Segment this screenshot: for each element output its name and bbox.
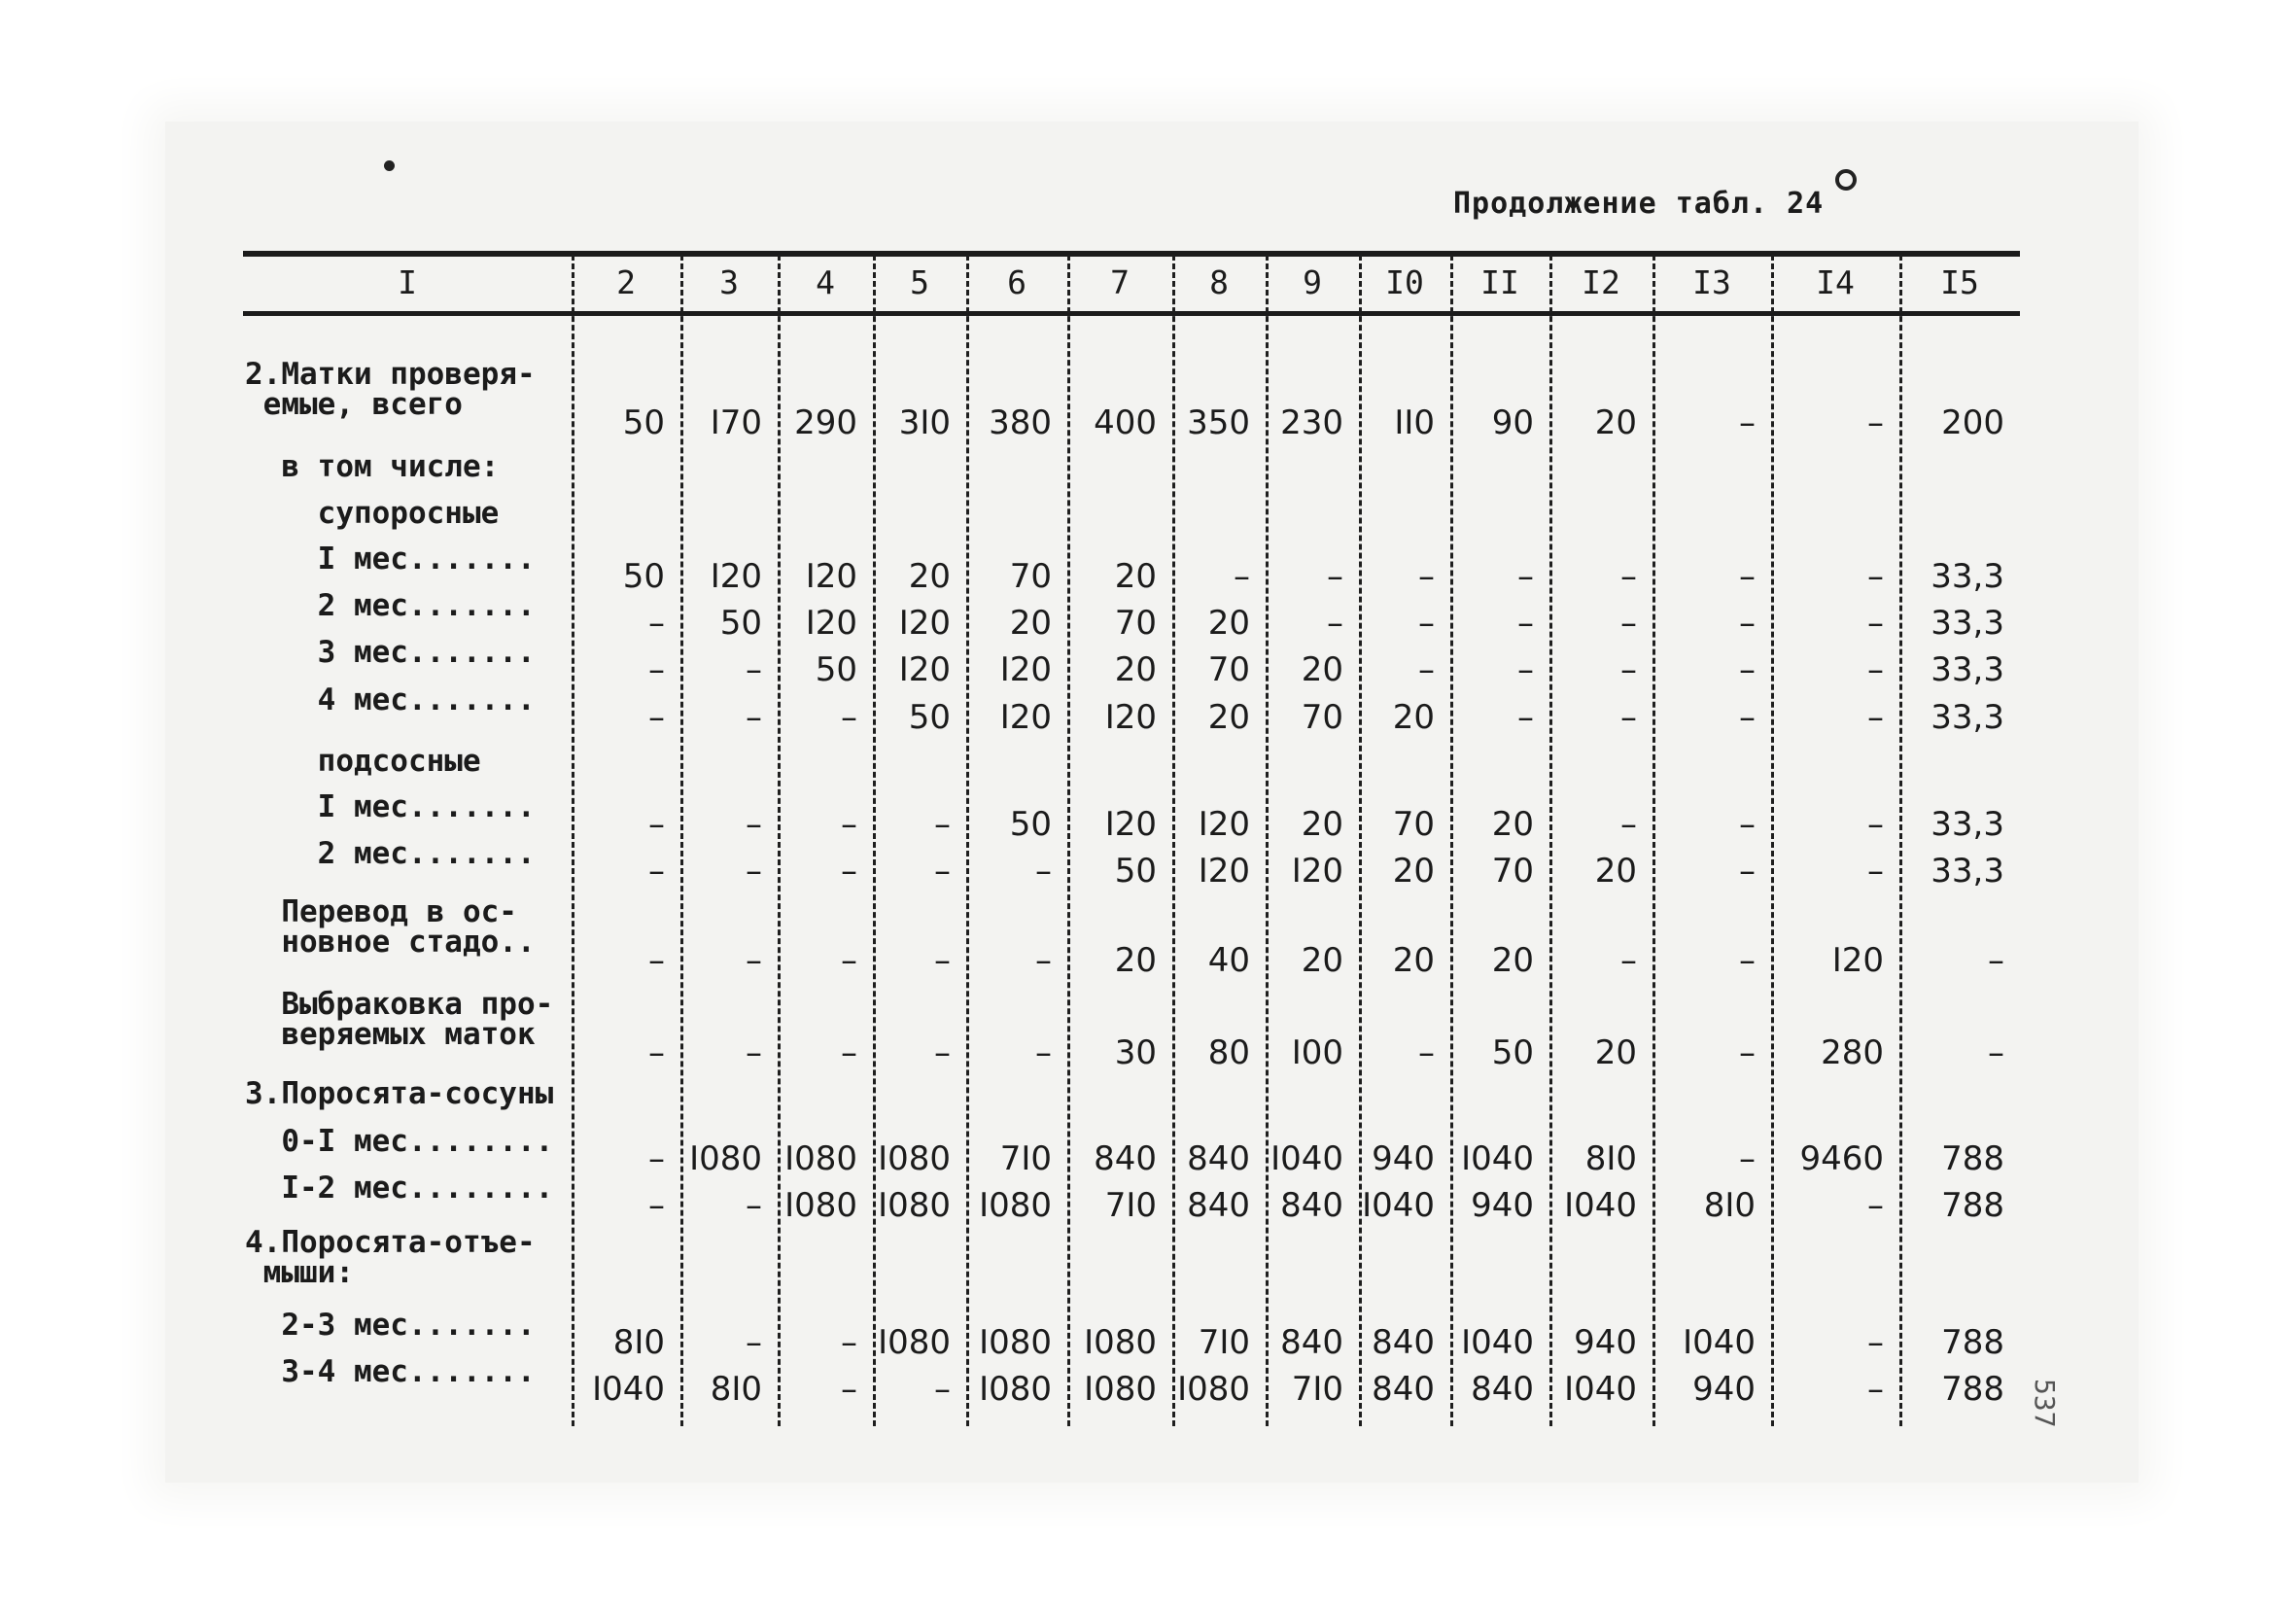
row-label: 3-4 мес....... — [245, 1354, 536, 1389]
table-cell: I20 — [1291, 852, 1343, 891]
table-cell: 20 — [908, 557, 951, 596]
table-cell: – — [648, 852, 665, 891]
table-cell: 20 — [1594, 852, 1637, 891]
table-cell: – — [1867, 604, 1884, 643]
table-cell: 8I0 — [1584, 1139, 1637, 1178]
table-cell: – — [648, 1186, 665, 1225]
table-cell: 7I0 — [999, 1139, 1052, 1178]
column-header: 7 — [1110, 263, 1130, 301]
table-cell: – — [1620, 805, 1637, 844]
table-cell: – — [1418, 1033, 1435, 1072]
table-caption: Продолжение табл. 24 — [1453, 187, 1825, 221]
row-label: 2-3 мес....... — [245, 1308, 536, 1343]
table-cell: – — [1867, 557, 1884, 596]
table-cell: – — [841, 1323, 857, 1362]
table-cell: I080 — [1084, 1323, 1157, 1362]
table-cell: I20 — [1831, 941, 1884, 980]
row-label: I мес....... — [245, 789, 536, 824]
table-cell: – — [934, 1370, 951, 1409]
table-cell: 70 — [1491, 852, 1534, 891]
table-cell: I040 — [1683, 1323, 1756, 1362]
table-cell: – — [934, 941, 951, 980]
table-cell: 788 — [1941, 1139, 2004, 1178]
table-cell: 3I0 — [898, 403, 951, 442]
table-cell: – — [1620, 941, 1637, 980]
table-cell: 50 — [1009, 805, 1052, 844]
row-label: 2 мес....... — [245, 588, 536, 623]
table-cell: I040 — [1461, 1323, 1534, 1362]
table-cell: I080 — [1084, 1370, 1157, 1409]
table-cell: – — [648, 604, 665, 643]
row-label: I мес....... — [245, 542, 536, 577]
row-label: 3 мес....... — [245, 635, 536, 670]
table-cell: – — [1739, 941, 1756, 980]
table-cell: I080 — [878, 1186, 951, 1225]
table-cell: 33,3 — [1931, 557, 2004, 596]
table-cell: 840 — [1094, 1139, 1157, 1178]
table-cell: I20 — [999, 650, 1052, 689]
table-cell: 788 — [1941, 1186, 2004, 1225]
table-cell: – — [648, 805, 665, 844]
table-cell: – — [1517, 604, 1534, 643]
table-cell: I080 — [689, 1139, 762, 1178]
table-cell: I080 — [1177, 1370, 1250, 1409]
table-cell: 20 — [1301, 805, 1343, 844]
table-cell: – — [1867, 1370, 1884, 1409]
table-cell: 20 — [1009, 604, 1052, 643]
table-cell: 940 — [1574, 1323, 1637, 1362]
table-cell: I080 — [784, 1139, 857, 1178]
table-header-rule — [243, 311, 2020, 316]
table-cell: – — [1867, 650, 1884, 689]
table-cell: 840 — [1187, 1139, 1250, 1178]
table-cell: 50 — [719, 604, 762, 643]
row-label: Перевод в ос- новное стадо.. — [281, 894, 536, 960]
table-cell: I70 — [710, 403, 762, 442]
table-cell: I040 — [1362, 1186, 1435, 1225]
table-cell: 20 — [1491, 805, 1534, 844]
table-cell: I080 — [784, 1186, 857, 1225]
table-cell: I040 — [592, 1370, 665, 1409]
table-cell: 788 — [1941, 1323, 2004, 1362]
table-cell: – — [746, 1033, 762, 1072]
column-header: I5 — [1940, 263, 1979, 301]
table-cell: 350 — [1187, 403, 1250, 442]
table-cell: – — [1739, 650, 1756, 689]
table-cell: 50 — [908, 698, 951, 737]
table-cell: – — [1988, 1033, 2004, 1072]
row-label: 2.Матки проверя- емые, всего — [245, 357, 536, 422]
table-cell: – — [1035, 1033, 1052, 1072]
table-cell: – — [1867, 1323, 1884, 1362]
table-cell: I040 — [1270, 1139, 1343, 1178]
table-cell: I20 — [1104, 698, 1157, 737]
column-header: I0 — [1385, 263, 1424, 301]
table-cell: – — [841, 698, 857, 737]
table-cell: – — [648, 698, 665, 737]
column-header: I4 — [1816, 263, 1855, 301]
table-cell: – — [1739, 805, 1756, 844]
table-cell: – — [648, 650, 665, 689]
table-cell: – — [746, 805, 762, 844]
table-cell: I040 — [1461, 1139, 1534, 1178]
table-cell: 840 — [1372, 1370, 1435, 1409]
table-cell: – — [1517, 698, 1534, 737]
table-cell: I080 — [979, 1370, 1052, 1409]
table-cell: 50 — [622, 557, 665, 596]
table-cell: I20 — [805, 557, 857, 596]
row-label: 4 мес....... — [245, 682, 536, 717]
table-cell: I20 — [1198, 852, 1250, 891]
table-cell: – — [1418, 604, 1435, 643]
table-cell: 940 — [1372, 1139, 1435, 1178]
table-cell: 20 — [1392, 698, 1435, 737]
table-cell: 20 — [1301, 650, 1343, 689]
table-cell: 8I0 — [612, 1323, 665, 1362]
table-cell: 70 — [1114, 604, 1157, 643]
table-cell: I20 — [1198, 805, 1250, 844]
table-cell: 20 — [1594, 1033, 1637, 1072]
row-label: 4.Поросята-отъе- мыши: — [245, 1225, 536, 1290]
row-label: 0-I мес........ — [245, 1124, 554, 1159]
table-cell: 33,3 — [1931, 604, 2004, 643]
column-header: 3 — [719, 263, 739, 301]
table-cell: – — [1517, 650, 1534, 689]
table-cell: 840 — [1280, 1323, 1343, 1362]
page-number: 537 — [2029, 1379, 2061, 1428]
table-cell: I20 — [710, 557, 762, 596]
table-cell: 20 — [1207, 604, 1250, 643]
table-cell: – — [1739, 1033, 1756, 1072]
table-cell: – — [841, 805, 857, 844]
table-cell: – — [1620, 698, 1637, 737]
table-cell: – — [1418, 650, 1435, 689]
table-cell: – — [841, 1370, 857, 1409]
table-cell: 20 — [1207, 698, 1250, 737]
table-cell: I20 — [805, 604, 857, 643]
table-cell: – — [841, 941, 857, 980]
table-cell: – — [934, 1033, 951, 1072]
column-header: I2 — [1582, 263, 1620, 301]
table-cell: I20 — [898, 604, 951, 643]
row-label: Выбраковка про- веряемых маток — [281, 987, 554, 1052]
table-cell: – — [1867, 805, 1884, 844]
table-cell: – — [1620, 557, 1637, 596]
column-header: 6 — [1007, 263, 1026, 301]
table-cell: 400 — [1094, 403, 1157, 442]
table-cell: I040 — [1564, 1370, 1637, 1409]
table-cell: 940 — [1692, 1370, 1756, 1409]
table-cell: – — [1739, 1139, 1756, 1178]
table-cell: 840 — [1372, 1323, 1435, 1362]
table-cell: 200 — [1941, 403, 2004, 442]
column-header: 2 — [616, 263, 636, 301]
table-cell: – — [934, 805, 951, 844]
table-cell: 33,3 — [1931, 805, 2004, 844]
table-cell: – — [1739, 403, 1756, 442]
table-cell: II0 — [1394, 403, 1435, 442]
table-cell: 380 — [989, 403, 1052, 442]
table-cell: 70 — [1392, 805, 1435, 844]
table-cell: 7I0 — [1291, 1370, 1343, 1409]
row-label: I-2 мес........ — [245, 1171, 554, 1206]
table-cell: 20 — [1491, 941, 1534, 980]
table-cell: I080 — [878, 1139, 951, 1178]
table-cell: 30 — [1114, 1033, 1157, 1072]
table-cell: 230 — [1280, 403, 1343, 442]
row-label: подсосные — [245, 744, 481, 779]
table-cell: 80 — [1207, 1033, 1250, 1072]
table-cell: – — [1739, 604, 1756, 643]
table-cell: – — [1739, 852, 1756, 891]
row-label: 3.Поросята-сосуны — [245, 1076, 554, 1111]
table-cell: 90 — [1491, 403, 1534, 442]
row-label: в том числе: — [245, 449, 500, 484]
table-cell: 20 — [1594, 403, 1637, 442]
table-cell: – — [1739, 557, 1756, 596]
table-cell: – — [1867, 852, 1884, 891]
column-header: II — [1480, 263, 1519, 301]
table-cell: – — [1517, 557, 1534, 596]
table-cell: – — [746, 1323, 762, 1362]
table-cell: – — [1327, 604, 1343, 643]
column-header: I3 — [1692, 263, 1731, 301]
column-header: 9 — [1303, 263, 1322, 301]
table-cell: 50 — [622, 403, 665, 442]
table-cell: 40 — [1207, 941, 1250, 980]
table-cell: – — [1418, 557, 1435, 596]
table-cell: – — [841, 1033, 857, 1072]
column-header: 4 — [816, 263, 835, 301]
table-cell: 33,3 — [1931, 698, 2004, 737]
table-cell: – — [746, 852, 762, 891]
table-cell: – — [648, 1139, 665, 1178]
table-cell: – — [1988, 941, 2004, 980]
table-cell: – — [934, 852, 951, 891]
table-cell: I080 — [878, 1323, 951, 1362]
table-cell: – — [1739, 698, 1756, 737]
table-cell: 20 — [1392, 852, 1435, 891]
table-cell: 70 — [1009, 557, 1052, 596]
table-cell: I20 — [898, 650, 951, 689]
column-header: I — [398, 263, 417, 301]
table-cell: – — [1035, 852, 1052, 891]
table-cell: – — [648, 1033, 665, 1072]
table-cell: – — [1620, 650, 1637, 689]
table-cell: I080 — [979, 1186, 1052, 1225]
table-cell: – — [841, 852, 857, 891]
table-cell: 840 — [1280, 1186, 1343, 1225]
table-cell: – — [746, 1186, 762, 1225]
table-cell: 7I0 — [1198, 1323, 1250, 1362]
table-cell: 70 — [1207, 650, 1250, 689]
table-cell: 50 — [1114, 852, 1157, 891]
ink-speck — [384, 160, 395, 171]
table-cell: – — [746, 650, 762, 689]
column-header: 8 — [1209, 263, 1229, 301]
table-cell: 940 — [1471, 1186, 1534, 1225]
table-cell: 7I0 — [1104, 1186, 1157, 1225]
table-cell: 8I0 — [710, 1370, 762, 1409]
table-cell: – — [1867, 698, 1884, 737]
table-cell: 20 — [1114, 557, 1157, 596]
table-cell: – — [746, 698, 762, 737]
table-cell: 70 — [1301, 698, 1343, 737]
table-cell: 20 — [1301, 941, 1343, 980]
table-cell: I00 — [1291, 1033, 1343, 1072]
table-cell: I040 — [1564, 1186, 1637, 1225]
table-cell: 20 — [1392, 941, 1435, 980]
table-cell: I080 — [979, 1323, 1052, 1362]
table-cell: 20 — [1114, 650, 1157, 689]
table-cell: 788 — [1941, 1370, 2004, 1409]
table-cell: – — [746, 941, 762, 980]
table-cell: 33,3 — [1931, 650, 2004, 689]
table-cell: 290 — [794, 403, 857, 442]
table-cell: 840 — [1187, 1186, 1250, 1225]
table-cell: – — [1867, 1186, 1884, 1225]
table-cell: 8I0 — [1703, 1186, 1756, 1225]
table-cell: – — [648, 941, 665, 980]
table-cell: 20 — [1114, 941, 1157, 980]
table-cell: 280 — [1821, 1033, 1884, 1072]
table-cell: 50 — [815, 650, 857, 689]
ink-ring — [1835, 169, 1857, 191]
table-cell: I20 — [1104, 805, 1157, 844]
table-cell: – — [1234, 557, 1250, 596]
table-cell: – — [1620, 604, 1637, 643]
table-cell: 33,3 — [1931, 852, 2004, 891]
row-label: супоросные — [245, 496, 500, 531]
table-cell: 840 — [1471, 1370, 1534, 1409]
table-cell: 50 — [1491, 1033, 1534, 1072]
table-cell: – — [1867, 403, 1884, 442]
column-header: 5 — [910, 263, 929, 301]
table-cell: 9460 — [1799, 1139, 1884, 1178]
table-cell: – — [1327, 557, 1343, 596]
table-cell: I20 — [999, 698, 1052, 737]
row-label: 2 мес....... — [245, 836, 536, 871]
table-cell: – — [1035, 941, 1052, 980]
